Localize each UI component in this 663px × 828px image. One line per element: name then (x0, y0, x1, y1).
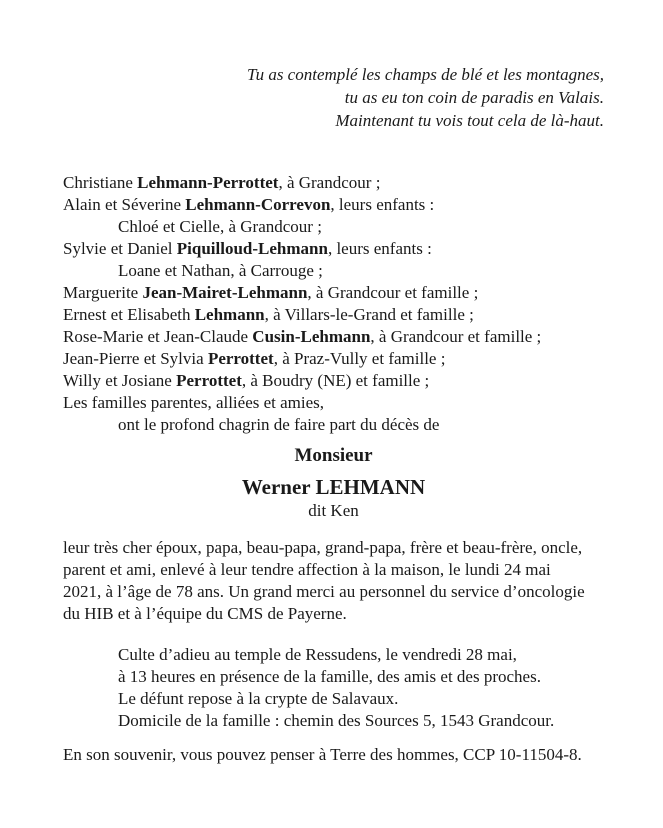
family-line-text: Rose-Marie et Jean-Claude (63, 327, 253, 346)
family-line (63, 370, 663, 392)
family-line-text: , à Grandcour ; (278, 173, 381, 192)
epigraph (0, 0, 604, 132)
family-line-text: , à Boudry (NE) et famille ; (241, 371, 430, 390)
family-line-text: ont le profond chagrin de faire part du décès de (118, 415, 440, 434)
family-list (63, 172, 663, 436)
family-surname-bold: Lehmann-Perrottet (137, 173, 279, 192)
family-surname-bold: Lehmann (194, 305, 265, 324)
epigraph-line: tu as eu ton coin de paradis en Valais. (344, 88, 604, 107)
family-line (63, 260, 663, 282)
tribute-paragraph (63, 537, 663, 625)
family-line-text: Loane et Nathan, à Carrouge ; (118, 261, 323, 280)
family-surname-bold: Cusin-Lehmann (252, 327, 371, 346)
family-line (63, 216, 663, 238)
family-line (63, 326, 663, 348)
family-line (63, 172, 663, 194)
family-line-text: , à Villars-le-Grand et famille ; (264, 305, 474, 324)
family-line-text: Willy et Josiane (63, 371, 177, 390)
family-surname-bold: Jean-Mairet-Lehmann (142, 283, 308, 302)
family-line (63, 348, 663, 370)
family-line (63, 282, 663, 304)
family-line-announcement (63, 414, 663, 436)
epigraph-line: Maintenant tu vois tout cela de là-haut. (335, 111, 604, 130)
family-line (63, 304, 663, 326)
family-surname-bold: Perrottet (176, 371, 242, 390)
family-line (63, 194, 663, 216)
family-line (63, 238, 663, 260)
family-line-text: Alain et Séverine (63, 195, 186, 214)
memorial-donation-line: En son souvenir, vous pouvez penser à Terre des hommes, CCP 10-11504-8. (63, 745, 582, 764)
epigraph-line: Tu as contemplé les champs de blé et les montagnes, (247, 65, 604, 84)
family-surname-bold: Lehmann-Correvon (185, 195, 331, 214)
family-line-text: , à Praz-Vully et famille ; (273, 349, 446, 368)
deceased-name: Werner LEHMANN (241, 475, 426, 499)
deceased-nickname: dit Ken (308, 501, 359, 520)
ceremony-line: Culte d’adieu au temple de Ressudens, le vendredi 28 mai, (118, 645, 517, 664)
ceremony-details (118, 644, 663, 732)
family-line-text: , à Grandcour et famille ; (307, 283, 479, 302)
family-line-text: Ernest et Elisabeth (63, 305, 195, 324)
family-line-text: Christiane (63, 173, 138, 192)
family-line-text: Jean-Pierre et Sylvia (63, 349, 208, 368)
family-line-text: Les familles parentes, alliées et amies, (63, 393, 325, 412)
family-line-text: , leurs enfants : (327, 239, 432, 258)
family-line (63, 392, 663, 414)
family-line-text: Marguerite (63, 283, 143, 302)
family-line-text: , leurs enfants : (330, 195, 435, 214)
tribute-line: leur très cher époux, papa, beau-papa, grand-papa, frère et beau-frère, oncle, (63, 538, 583, 557)
tribute-line: parent et ami, enlevé à leur tendre affection à la maison, le lundi 24 mai (63, 560, 551, 579)
ceremony-line: à 13 heures en présence de la famille, des amis et des proches. (118, 667, 541, 686)
deceased-salutation: Monsieur (294, 445, 373, 466)
family-line-text: Sylvie et Daniel (63, 239, 177, 258)
family-line-text: Chloé et Cielle, à Grandcour ; (118, 217, 322, 236)
family-line-text: , à Grandcour et famille ; (370, 327, 542, 346)
family-surname-bold: Piquilloud-Lehmann (176, 239, 328, 258)
tribute-line: du HIB et à l’équipe du CMS de Payerne. (63, 604, 347, 623)
ceremony-line: Domicile de la famille : chemin des Sources 5, 1543 Grandcour. (118, 711, 555, 730)
ceremony-line: Le défunt repose à la crypte de Salavaux. (118, 689, 399, 708)
family-surname-bold: Perrottet (207, 349, 274, 368)
tribute-line: 2021, à l’âge de 78 ans. Un grand merci au personnel du service d’oncologie (63, 582, 585, 601)
